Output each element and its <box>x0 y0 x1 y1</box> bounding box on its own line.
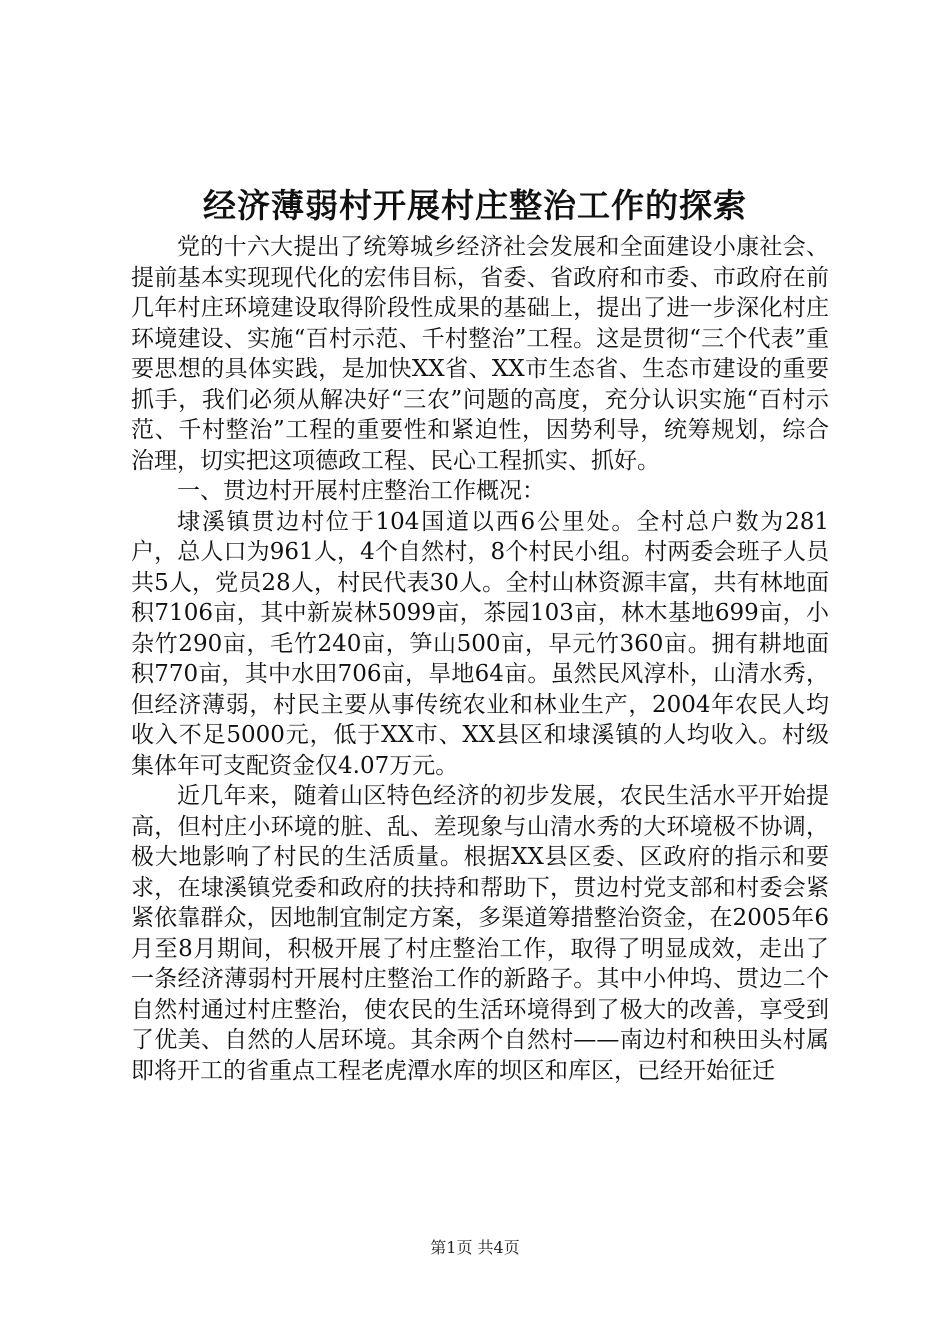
paragraph-intro: 党的十六大提出了统筹城乡经济社会发展和全面建设小康社会、提前基本实现现代化的宏伟目标，省委、省政府和市委、市政府在前几年村庄环境建设取得阶段性成果的基础上，提出了进一步深化村庄环境建设、实施“百村示范、千村整治”工程。这是贯彻“三个代表”重要思想的具体实践，是加快XX省、XX市生态省、生态市建设的重要抓手，我们必须从解决好“三农”问题的高度，充分认识实施“百村示范、千村整治”工程的重要性和紧迫性，因势利导，统筹规划，综合治理，切实把这项德政工程、民心工程抓实、抓好。 <box>131 234 829 474</box>
document-title: 经济薄弱村开展村庄整治工作的探索 <box>203 186 747 225</box>
paragraph-village-overview: 埭溪镇贯边村位于104国道以西6公里处。全村总户数为281户，总人口为961人，4个自然村，8个村民小组。村两委会班子人员共5人，党员28人，村民代表30人。全村山林资源丰富，共有林地面积7106亩，其中新炭林5099亩，茶园103亩，林木基地699亩，小杂竹290亩，毛竹240亩，笋山500亩，早元竹360亩。拥有耕地面积770亩，其中水田706亩，旱地64亩。虽然民风淳朴，山清水秀，但经济薄弱，村民主要从事传统农业和林业生产，2004年农民人均收入不足5000元，低于XX市、XX县区和埭溪镇的人均收入。村级集体年可支配资金仅4.07万元。 <box>131 508 829 779</box>
document-body <box>131 232 829 1086</box>
page-footer: 第1页 共4页 <box>430 1238 520 1257</box>
paragraph-recent-years: 近几年来，随着山区特色经济的初步发展，农民生活水平开始提高，但村庄小环境的脏、乱、差现象与山清水秀的大环境极不协调，极大地影响了村民的生活质量。根据XX县区委、区政府的指示和要求，在埭溪镇党委和政府的扶持和帮助下，贯边村党支部和村委会紧紧依靠群众，因地制宜制定方案，多渠道筹措整治资金，在2005年6月至8月期间，积极开展了村庄整治工作，取得了明显成效，走出了一条经济薄弱村开展村庄整治工作的新路子。其中小仲坞、贯边二个自然村通过村庄整治，使农民的生活环境得到了极大的改善，享受到了优美、自然的人居环境。其余两个自然村——南边村和秧田头村属即将开工的省重点工程老虎潭水库的坝区和库区，已经开始征迁 <box>131 783 829 1084</box>
section-heading: 一、贯边村开展村庄整治工作概况： <box>177 478 545 504</box>
